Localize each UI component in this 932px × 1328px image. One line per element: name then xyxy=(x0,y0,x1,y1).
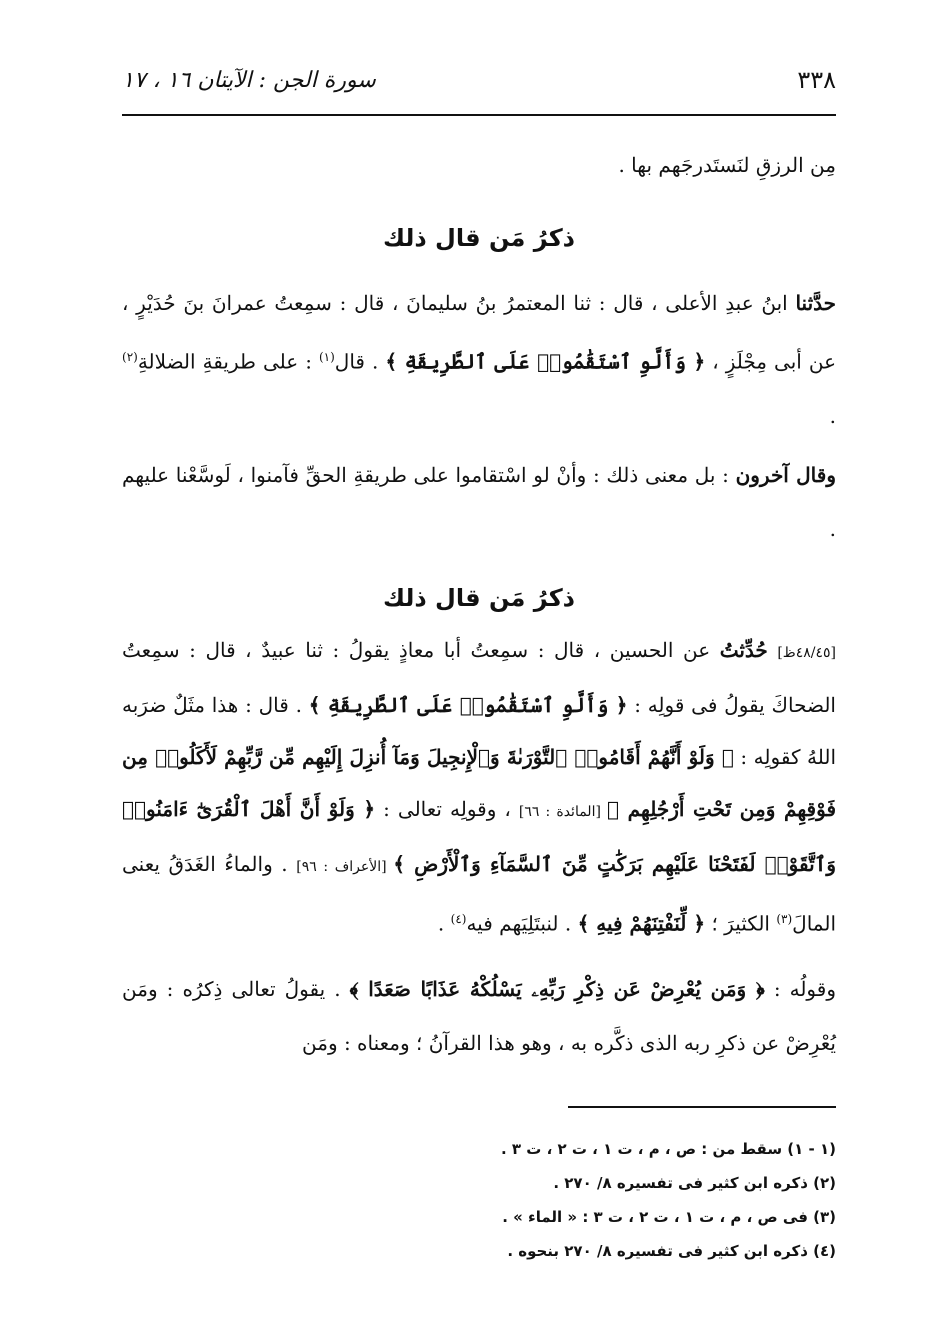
quran-verse: ﴿ وَلَوْ أَنَّهُمْ أَقَامُوا۟ ٱلتَّوْرَىٰةَ وَٱلْإِنجِيلَ وَمَآ أُنزِلَ إِلَيْهِم مِّن رَّبِّهِمْ لَأَكَلُوا۟ مِن فَوْقِهِمْ وَمِن تَحْتِ أَرْجُلِهِم ﴾ xyxy=(122,745,836,821)
quran-verse: ﴿ وَلَوْ أَنَّ أَهْلَ ٱلْقُرَىٰٓ ءَامَنُوا۟ وَٱتَّقَوْا۟ لَفَتَحْنَا عَلَيْهِم بَرَكَٰتٍ مِّنَ ٱلسَّمَآءِ وَٱلْأَرْضِ ﴾ xyxy=(122,797,837,876)
footnote-marker: (٣) xyxy=(776,912,793,926)
footnote-marker: (٤) xyxy=(450,912,467,926)
running-head: سورة الجن : الآيتان ١٦ ، ١٧ xyxy=(122,67,376,93)
footnote: (٤) ذكره ابن كثير فى تفسيره ٨/ ٢٧٠ بنحوه . xyxy=(507,1242,836,1260)
section-heading: ذكرُ مَن قال ذلك xyxy=(383,224,575,252)
header-rule xyxy=(122,114,836,116)
footnote-marker: (٢) xyxy=(122,350,138,364)
paragraph-text: الكثيرَ ؛ xyxy=(705,911,777,936)
paragraph-hadith-2 xyxy=(122,624,836,950)
verse-reference: [الأعراف : ٩٦] xyxy=(296,859,394,875)
paragraph-text: . لنبتَلِيَهم فيه xyxy=(466,911,578,936)
narration-lead: وقال آخرون xyxy=(735,463,836,487)
page-number: ٣٣٨ xyxy=(797,66,836,94)
quran-verse: ﴿ وَأَلَّوِ ٱسْتَقَٰمُوا۟ عَلَى ٱلطَّرِيقَةِ ﴾ xyxy=(308,693,628,717)
footnote-marker: (١) xyxy=(318,350,335,364)
footnote: (١ - ١) سقط من : ص ، م ، ت ١ ، ت ٢ ، ت ٣ . xyxy=(500,1140,836,1158)
paragraph-text: . قال xyxy=(334,349,386,374)
paragraph-others xyxy=(122,448,836,556)
quran-verse: ﴿ وَمَن يُعْرِضْ عَن ذِكْرِ رَبِّهِۦ يَسْلُكْهُ عَذَابًا صَعَدًا ﴾ xyxy=(349,977,765,1001)
paragraph-continuation xyxy=(122,138,836,192)
verse-reference: [المائدة : ٦٦] xyxy=(518,804,608,820)
footnotes xyxy=(122,1132,836,1268)
paragraph-text: وقولُه : xyxy=(764,977,836,1001)
narration-lead: حدَّثنا xyxy=(795,291,836,315)
paragraph-commentary xyxy=(122,962,836,1070)
paragraph-text: : على طريقةِ الضلالةِ xyxy=(137,349,319,374)
paragraph-text: . قال : هذا مثَلٌ ضرَبه اللهُ كقولِه : xyxy=(122,693,837,769)
paragraph-text: عن الحسين ، قال : سمِعتُ أبا معاذٍ يقولُ : ثنا عبيدٌ ، قال : سمِعتُ الضحاكَ يقولُ فى قولِه : xyxy=(122,638,836,717)
paragraph-text: ابنُ عبدِ الأعلى ، قال : ثنا المعتمرُ بنُ سليمانَ ، قال : سمِعتُ عمرانَ بنَ حُدَيْرٍ ، عن أبى مِجْلَزٍ ، xyxy=(122,291,836,374)
footnote: (٣) فى ص ، م ، ت ١ ، ت ٢ ، ت ٣ : « الماء » . xyxy=(502,1208,836,1226)
narration-lead: حُدِّثتُ xyxy=(719,638,768,662)
paragraph-text: : بل معنى ذلك : وأنْ لو اسْتقاموا على طريقةِ الحقِّ فآمنوا ، لَوسَّعْنا عليهم . xyxy=(122,463,836,541)
page-header xyxy=(122,60,836,100)
paragraph-hadith-1 xyxy=(122,276,836,443)
footnote-rule xyxy=(568,1106,836,1108)
paragraph-text: ، وقولِه تعالى : xyxy=(375,797,519,821)
section-heading: ذكرُ مَن قال ذلك xyxy=(383,584,575,612)
paragraph-text: مِن الرزقِ لنَستَدرجَهم بها . xyxy=(618,153,836,177)
footnote: (٢) ذكره ابن كثير فى تفسيره ٨/ ٢٧٠ . xyxy=(553,1174,836,1192)
paragraph-text: . xyxy=(829,403,836,428)
paragraph-text: . والماءُ الغَدَقُ يعنى المالَ xyxy=(122,852,836,936)
manuscript-reference: [٤٨/٤٥ظ] xyxy=(777,645,837,661)
paragraph-text: . xyxy=(437,911,451,936)
quran-verse: ﴿ وَأَلَّوِ ٱسْتَقَٰمُوا۟ عَلَى ٱلطَّرِيقَةِ ﴾ xyxy=(385,349,706,374)
paragraph-text: . يقولُ تعالى ذِكرُه : ومَن يُعْرِضْ عن ذكرِ ربه الذى ذكَّره به ، وهو هذا القرآنُ ؛ ومعناه : ومَن xyxy=(122,977,836,1055)
quran-verse: ﴿ لِّنَفْتِنَهُمْ فِيهِ ﴾ xyxy=(577,911,706,936)
